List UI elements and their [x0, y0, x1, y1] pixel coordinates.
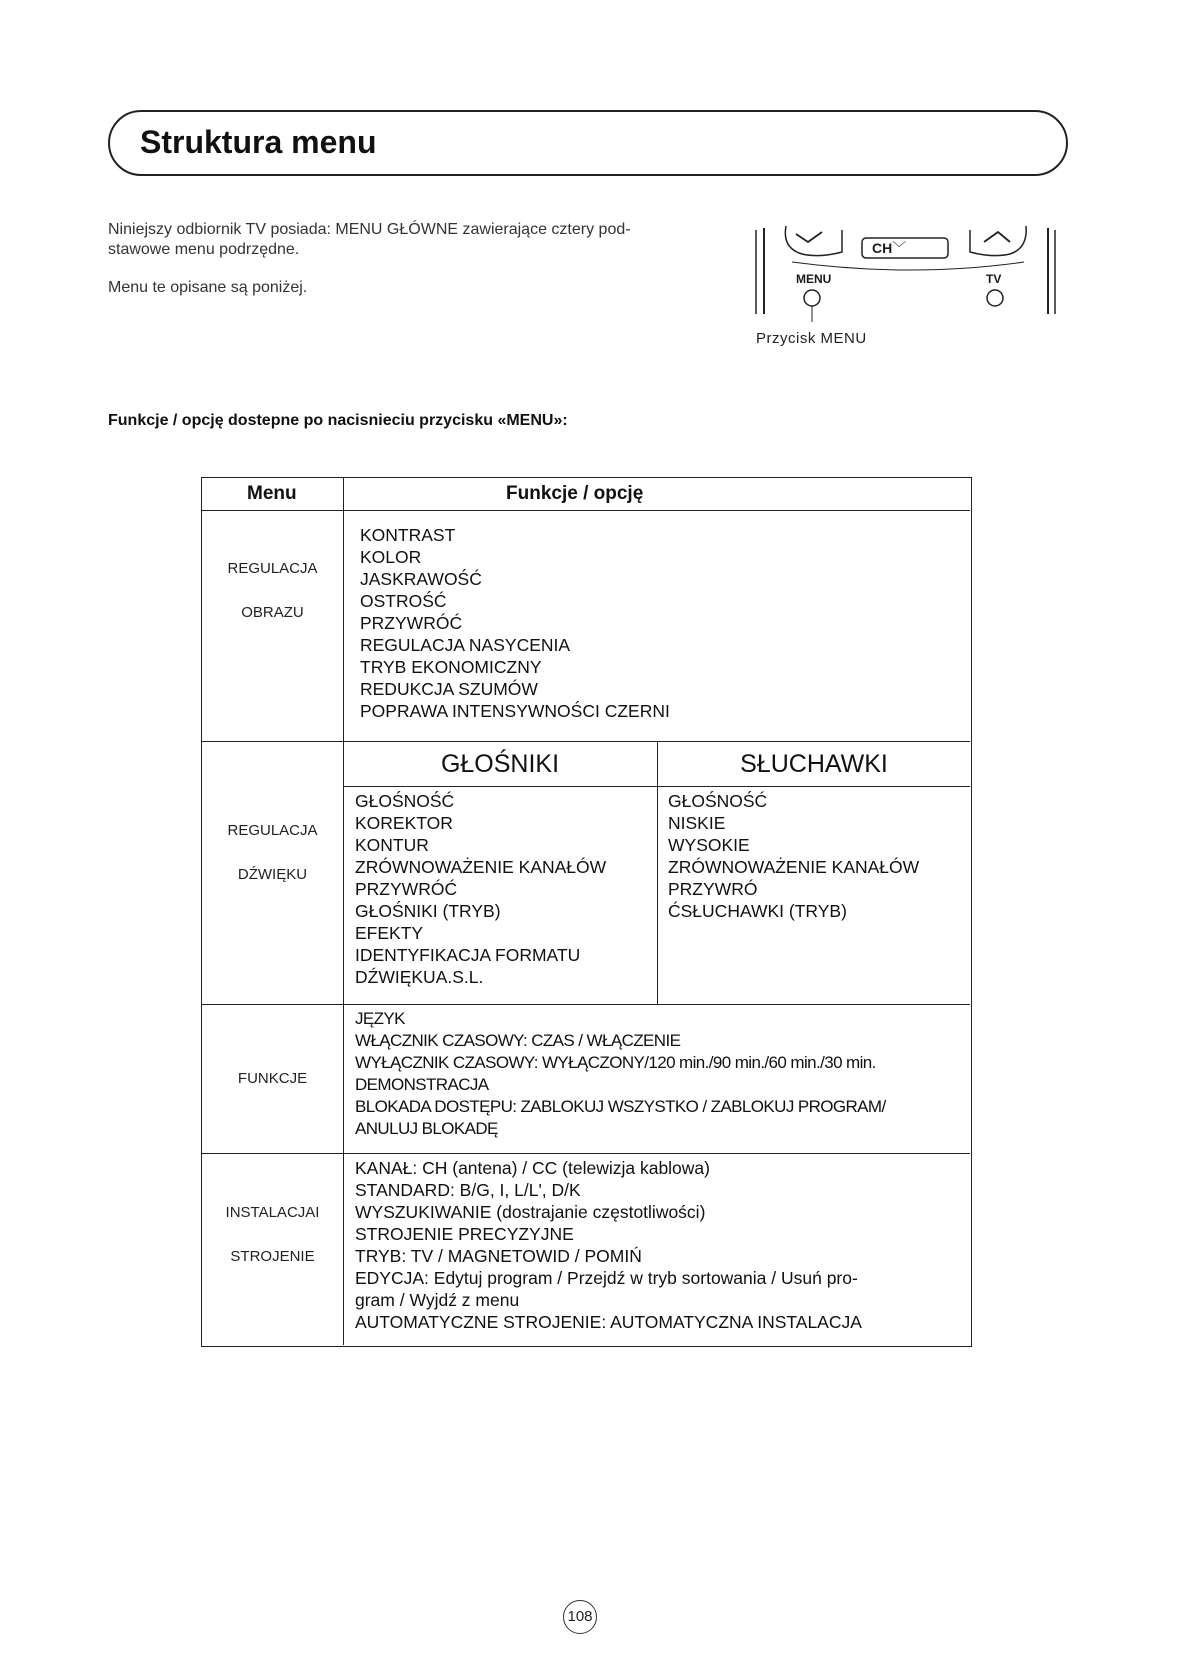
- intro-text: [108, 220, 728, 298]
- list-item: gram / Wyjdź z menu: [355, 1290, 520, 1310]
- list-item: GŁOŚNIKI (TRYB): [355, 901, 501, 921]
- list-item: DEMONSTRACJA: [355, 1075, 489, 1094]
- list-item: KONTRAST: [360, 525, 456, 545]
- list-item: WYSZUKIWANIE (dostrajanie częstotliwości): [355, 1202, 706, 1222]
- remote-control-illustration: [752, 222, 1072, 372]
- intro-line-1: Niniejszy odbiornik TV posiada: MENU GŁÓWNE zawierające cztery pod-: [108, 221, 631, 238]
- headphones-header: SŁUCHAWKI: [740, 750, 888, 778]
- menu-button-label: MENU: [796, 272, 832, 286]
- intro-line-2: stawowe menu podrzędne.: [108, 241, 300, 258]
- menu-structure-table: [201, 477, 972, 1347]
- list-item: PRZYWRÓ: [668, 879, 758, 899]
- functions-options-list: [355, 1008, 886, 1140]
- list-item: IDENTYFIKACJA FORMATU: [355, 945, 581, 965]
- row-divider: [202, 1004, 970, 1005]
- list-item: KOREKTOR: [355, 813, 453, 833]
- menu-label-installation: INSTALACJAI STROJENIE: [225, 1204, 320, 1265]
- header-menu: Menu: [247, 483, 297, 504]
- list-item: GŁOŚNOŚĆ: [355, 791, 455, 811]
- list-item: STANDARD: B/G, I, L/L', D/K: [355, 1180, 581, 1200]
- section-heading: Funkcje / opcję dostepne po nacisnieciu przycisku «MENU»:: [108, 412, 568, 429]
- menu-label-sound: REGULACJA DŹWIĘKU: [227, 822, 318, 883]
- menu-label-functions: FUNKCJE: [237, 1070, 308, 1087]
- picture-options-list: [360, 524, 670, 722]
- list-item: TRYB EKONOMICZNY: [360, 657, 542, 677]
- list-item: WYŁĄCZNIK CZASOWY: WYŁĄCZONY/120 min./90 min./60 min./30 min.: [355, 1053, 876, 1072]
- tv-button-label: TV: [986, 272, 1002, 286]
- row-divider: [202, 741, 970, 742]
- list-item: ZRÓWNOWAŻENIE KANAŁÓW: [355, 857, 607, 877]
- list-item: BLOKADA DOSTĘPU: ZABLOKUJ WSZYSTKO / ZABLOKUJ PROGRAM/: [355, 1097, 886, 1116]
- list-item: JASKRAWOŚĆ: [360, 569, 482, 589]
- column-divider: [657, 741, 658, 1004]
- speakers-header: GŁOŚNIKI: [440, 750, 560, 778]
- list-item: JĘZYK: [355, 1009, 405, 1028]
- list-item: POPRAWA INTENSYWNOŚCI CZERNI: [360, 701, 670, 721]
- ch-label: CH﹀: [872, 240, 907, 256]
- page-title: Struktura menu: [140, 124, 377, 160]
- list-item: NISKIE: [668, 813, 726, 833]
- list-item: DŹWIĘKUA.S.L.: [355, 967, 484, 987]
- list-item: REGULACJA NASYCENIA: [360, 635, 571, 655]
- list-item: KOLOR: [360, 547, 422, 567]
- list-item: ZRÓWNOWAŻENIE KANAŁÓW: [668, 857, 920, 877]
- list-item: REDUKCJA SZUMÓW: [360, 679, 538, 699]
- list-item: KANAŁ: CH (antena) / CC (telewizja kablowa): [355, 1158, 710, 1178]
- list-item: WYSOKIE: [668, 835, 750, 855]
- page-number: 108: [563, 1600, 597, 1634]
- list-item: OSTROŚĆ: [360, 591, 447, 611]
- list-item: EDYCJA: Edytuj program / Przejdź w tryb sortowania / Usuń pro-: [355, 1268, 858, 1288]
- intro-line-3: Menu te opisane są poniżej.: [108, 279, 308, 296]
- list-item: PRZYWRÓĆ: [355, 879, 458, 899]
- list-item: ĆSŁUCHAWKI (TRYB): [668, 901, 847, 921]
- list-item: STROJENIE PRECYZYJNE: [355, 1224, 574, 1244]
- row-divider: [202, 1153, 970, 1154]
- list-item: PRZYWRÓĆ: [360, 613, 463, 633]
- list-item: EFEKTY: [355, 923, 424, 943]
- list-item: GŁOŚNOŚĆ: [668, 791, 768, 811]
- list-item: KONTUR: [355, 835, 429, 855]
- installation-options-list: [355, 1157, 862, 1333]
- speakers-options-list: [355, 790, 606, 988]
- list-item: ANULUJ BLOKADĘ: [355, 1119, 498, 1138]
- list-item: TRYB: TV / MAGNETOWID / POMIŃ: [355, 1246, 642, 1266]
- list-item: AUTOMATYCZNE STROJENIE: AUTOMATYCZNA INSTALACJA: [355, 1312, 862, 1332]
- row-divider: [202, 510, 970, 511]
- column-divider: [343, 478, 344, 1345]
- menu-label-picture: REGULACJA OBRAZU: [227, 560, 318, 621]
- headphones-options-list: [668, 790, 919, 922]
- remote-caption: Przycisk MENU: [756, 330, 867, 347]
- list-item: WŁĄCZNIK CZASOWY: CZAS / WŁĄCZENIE: [355, 1031, 681, 1050]
- header-functions: Funkcje / opcję: [506, 483, 644, 504]
